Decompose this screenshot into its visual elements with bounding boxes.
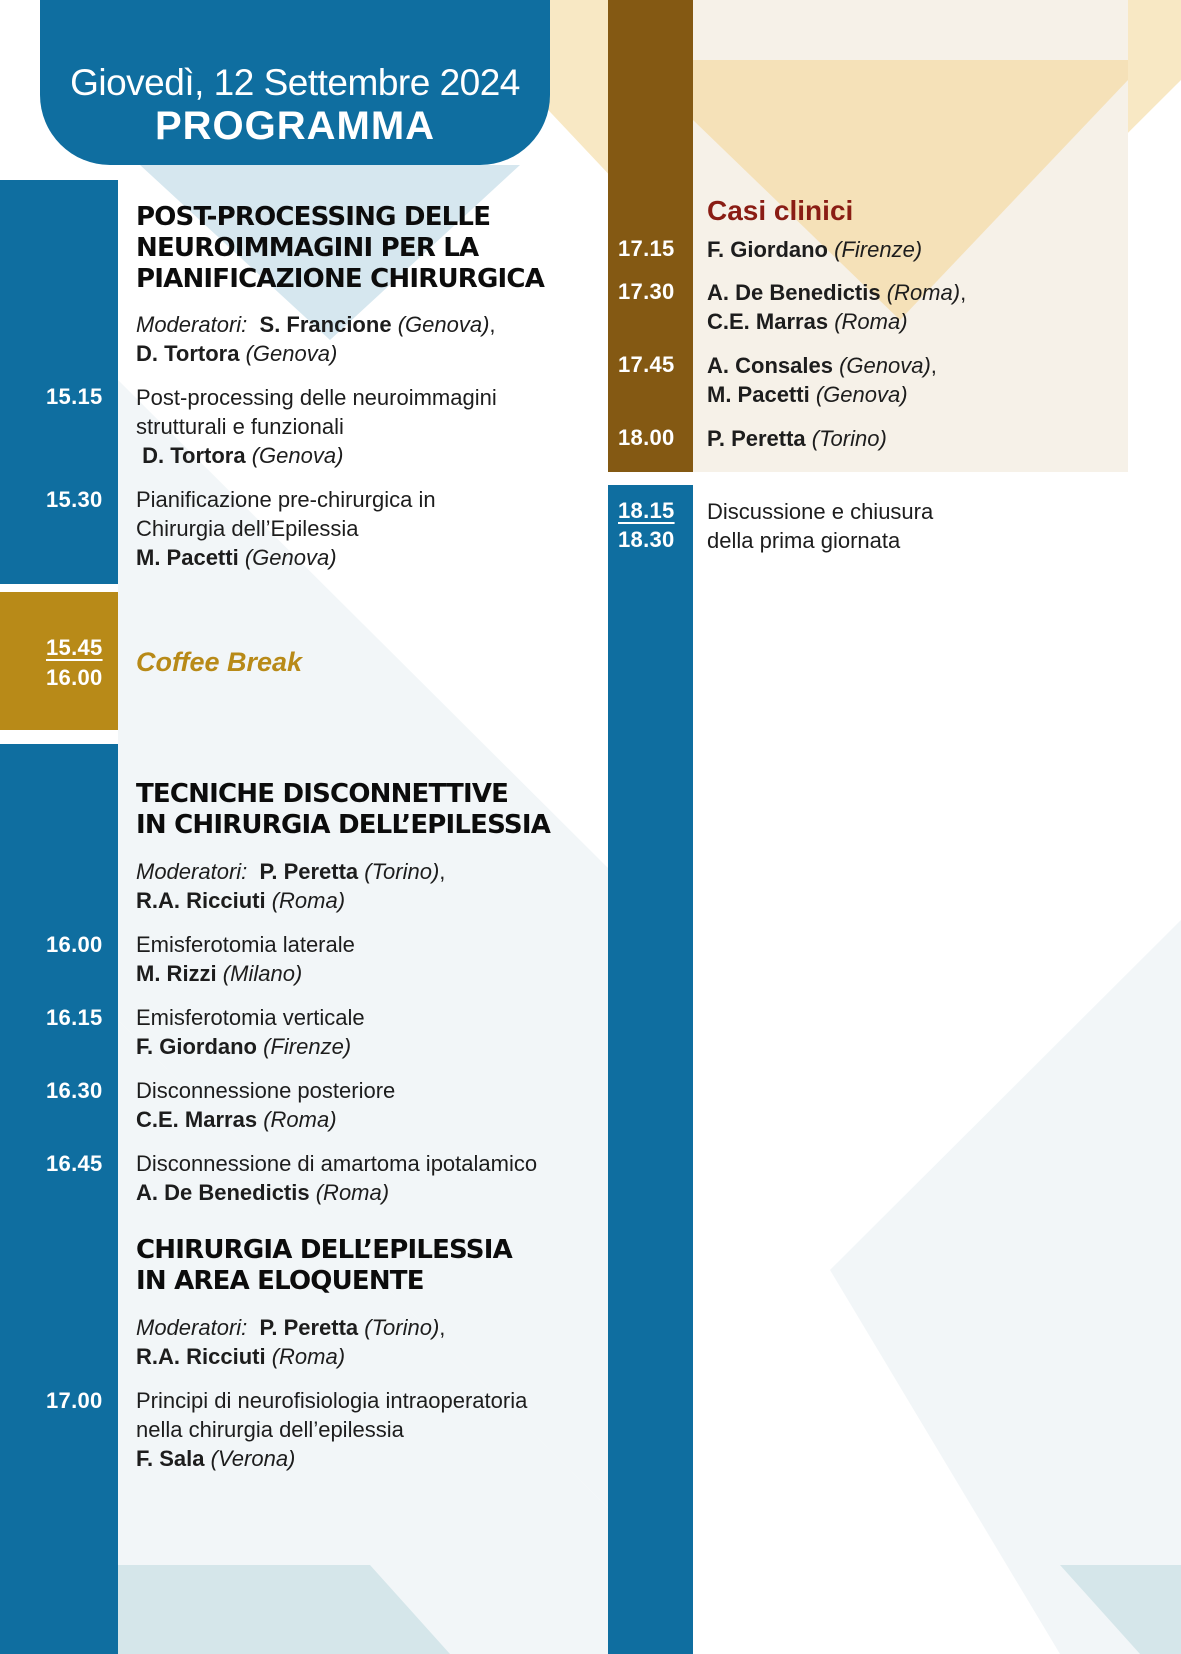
section-2-title-line: TECNICHE DISCONNETTIVE xyxy=(136,779,509,809)
speaker-name: A. Consales xyxy=(707,353,833,378)
talk-item xyxy=(136,930,606,988)
speaker-city: (Torino) xyxy=(811,426,887,451)
moderators-label: Moderatori: xyxy=(136,312,248,337)
section-2-moderators: Moderatori: P. Peretta (Torino), R.A. Ricciuti (Roma) xyxy=(136,859,446,913)
moderators-label: Moderatori: xyxy=(136,1315,248,1340)
moderator-city: (Torino) xyxy=(364,1315,440,1340)
bar-coffee xyxy=(0,592,118,730)
speaker-city: (Genova) xyxy=(839,353,931,378)
casi-time: 18.00 xyxy=(618,425,675,450)
talk-time: 16.45 xyxy=(46,1151,103,1176)
speaker-city: (Firenze) xyxy=(834,237,923,262)
section-3-title xyxy=(136,1235,606,1297)
section-1-title-line: POST-PROCESSING DELLE xyxy=(136,202,491,232)
speaker-city: (Roma) xyxy=(263,1107,337,1132)
moderator-city: (Torino) xyxy=(364,859,440,884)
talk-title: Pianificazione pre-chirurgica in xyxy=(136,487,436,512)
header-title: PROGRAMMA xyxy=(154,104,436,148)
section-3-title-line: CHIRURGIA DELL’EPILESSIA xyxy=(136,1235,512,1265)
section-1-title xyxy=(136,202,606,295)
pale-diamond-right xyxy=(830,920,1181,1654)
moderator-name: S. Francione xyxy=(259,312,392,337)
talk-item xyxy=(136,1003,606,1061)
header-banner xyxy=(40,0,550,165)
moderator-city: (Roma) xyxy=(271,888,346,913)
casi-item xyxy=(707,235,1107,264)
casi-item xyxy=(707,424,1107,453)
casi-time: 17.30 xyxy=(618,279,675,304)
speaker-name: F. Sala xyxy=(136,1446,205,1471)
speaker-city: (Roma) xyxy=(834,309,908,334)
section-2-title-line: IN CHIRURGIA DELL’EPILESSIA xyxy=(136,810,551,840)
coffee-time-start: 15.45 xyxy=(46,635,103,660)
talk-title: Emisferotomia verticale xyxy=(136,1005,365,1030)
speaker-name: C.E. Marras xyxy=(707,309,829,334)
section-1-title-line: NEUROIMMAGINI PER LA xyxy=(136,233,479,263)
talk-item xyxy=(136,383,606,470)
bar-section-1 xyxy=(0,180,118,584)
talk-item xyxy=(136,1076,606,1134)
speaker-city: (Verona) xyxy=(210,1446,296,1471)
talk-item xyxy=(136,1386,606,1473)
speaker-name: A. De Benedictis xyxy=(136,1180,310,1205)
speaker-name: M. Pacetti xyxy=(707,382,810,407)
talk-item xyxy=(136,1149,606,1207)
speaker-name: M. Pacetti xyxy=(136,545,239,570)
talk-title: strutturali e funzionali xyxy=(136,414,344,439)
talk-title: Post-processing delle neuroimmagini xyxy=(136,385,497,410)
casi-item: A. Consales (Genova), M. Pacetti (Genova) xyxy=(707,353,937,407)
speaker-city: (Genova) xyxy=(815,382,908,407)
moderator-city: (Genova) xyxy=(245,341,338,366)
casi-time: 17.45 xyxy=(618,352,675,377)
coffee-time-end: 16.00 xyxy=(46,665,103,690)
section-2-title xyxy=(136,779,606,841)
talk-time: 15.15 xyxy=(46,384,103,409)
closing-item xyxy=(707,497,1107,555)
moderator-name: D. Tortora xyxy=(136,341,240,366)
moderator-city: (Genova) xyxy=(397,312,490,337)
talk-title: Disconnessione posteriore xyxy=(136,1078,396,1103)
moderator-name: P. Peretta xyxy=(259,1315,359,1340)
header-date: Giovedì, 12 Settembre 2024 xyxy=(70,62,520,103)
speaker-city: (Genova) xyxy=(251,443,344,468)
casi-time: 17.15 xyxy=(618,236,675,261)
closing-time-end: 18.30 xyxy=(618,527,675,552)
talk-time: 16.30 xyxy=(46,1078,103,1103)
talk-title: Chirurgia dell’Epilessia xyxy=(136,516,359,541)
closing-text: della prima giornata xyxy=(707,528,901,553)
speaker-city: (Roma) xyxy=(886,280,961,305)
talk-time: 17.00 xyxy=(46,1388,103,1413)
talk-time: 15.30 xyxy=(46,487,103,512)
talk-title: Emisferotomia laterale xyxy=(136,932,355,957)
casi-clinici-title: Casi clinici xyxy=(707,195,854,226)
section-1-moderators: Moderatori: S. Francione (Genova), D. Tortora (Genova) xyxy=(136,312,496,366)
moderator-name: P. Peretta xyxy=(259,859,359,884)
casi-item: A. De Benedictis (Roma), C.E. Marras (Roma) xyxy=(707,280,967,334)
moderator-name: R.A. Ricciuti xyxy=(136,888,266,913)
speaker-name: P. Peretta xyxy=(707,426,806,451)
closing-text: Discussione e chiusura xyxy=(707,499,934,524)
speaker-city: (Roma) xyxy=(315,1180,390,1205)
talk-title: Principi di neurofisiologia intraoperatoria xyxy=(136,1388,528,1413)
talk-item xyxy=(136,485,606,572)
talk-time: 16.15 xyxy=(46,1005,103,1030)
bar-section-2 xyxy=(0,744,118,1654)
coffee-break-label: Coffee Break xyxy=(136,647,303,677)
section-1-title-line: PIANIFICAZIONE CHIRURGICA xyxy=(136,264,545,294)
moderator-name: R.A. Ricciuti xyxy=(136,1344,266,1369)
speaker-city: (Firenze) xyxy=(263,1034,352,1059)
talk-time: 16.00 xyxy=(46,932,103,957)
moderators-label: Moderatori: xyxy=(136,859,248,884)
section-3-moderators: Moderatori: P. Peretta (Torino), R.A. Ricciuti (Roma) xyxy=(136,1315,446,1369)
speaker-city: (Genova) xyxy=(244,545,337,570)
speaker-name: C.E. Marras xyxy=(136,1107,258,1132)
bar-closing xyxy=(608,485,693,1654)
speaker-city: (Milano) xyxy=(222,961,303,986)
section-3-title-line: IN AREA ELOQUENTE xyxy=(136,1266,424,1296)
moderator-city: (Roma) xyxy=(271,1344,346,1369)
closing-time-start: 18.15 xyxy=(618,498,675,523)
speaker-name: D. Tortora xyxy=(142,443,246,468)
speaker-name: M. Rizzi xyxy=(136,961,217,986)
talk-title: nella chirurgia dell’epilessia xyxy=(136,1417,404,1442)
speaker-name: F. Giordano xyxy=(707,237,828,262)
speaker-name: F. Giordano xyxy=(136,1034,257,1059)
talk-title: Disconnessione di amartoma ipotalamico xyxy=(136,1151,538,1176)
speaker-name: A. De Benedictis xyxy=(707,280,881,305)
